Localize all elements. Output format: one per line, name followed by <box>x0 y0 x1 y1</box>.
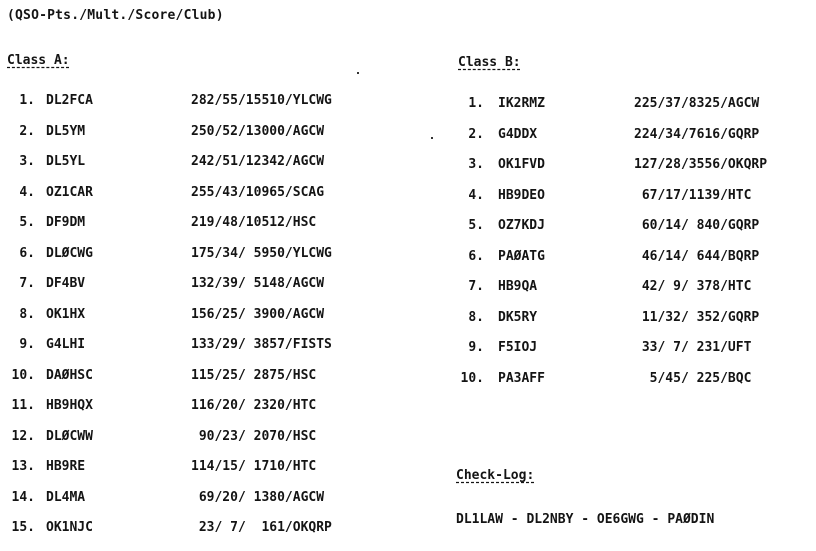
result-score: 242/51/12342/AGCW <box>191 154 325 169</box>
result-score: 133/29/ 3857/FISTS <box>191 337 332 352</box>
result-rank: 1. <box>468 96 484 111</box>
class-b-heading: Class B: <box>458 55 521 70</box>
result-rank: 2. <box>19 123 35 139</box>
result-rank: 3. <box>19 154 35 169</box>
result-score: 46/14/ 644/BQRP <box>634 248 760 264</box>
result-score: 250/52/13000/AGCW <box>191 123 325 139</box>
result-score: 42/ 9/ 378/HTC <box>634 279 752 294</box>
result-callsign: DL5YM <box>46 123 86 139</box>
result-callsign: DL5YL <box>46 154 86 169</box>
result-callsign: OZ1CAR <box>46 184 93 200</box>
result-score: 225/37/8325/AGCW <box>634 96 760 111</box>
result-rank: 4. <box>19 184 35 200</box>
result-rank: 1. <box>19 93 35 108</box>
result-rank: 8. <box>19 306 35 322</box>
result-callsign: PA3AFF <box>498 370 545 386</box>
result-callsign: HB9HQX <box>46 398 93 413</box>
result-rank: 5. <box>19 215 35 230</box>
result-rank: 6. <box>468 248 484 264</box>
result-score: 156/25/ 3900/AGCW <box>191 306 325 322</box>
result-callsign: DL2FCA <box>46 93 93 108</box>
result-rank: 10. <box>460 370 484 386</box>
result-callsign: OK1NJC <box>46 520 93 535</box>
result-callsign: HB9RE <box>46 459 86 474</box>
result-score: 255/43/10965/SCAG <box>191 184 325 200</box>
result-callsign: G4LHI <box>46 337 86 352</box>
result-callsign: G4DDX <box>498 126 538 142</box>
result-score: 33/ 7/ 231/UFT <box>634 340 752 355</box>
result-callsign: DAØHSC <box>46 367 93 383</box>
result-rank: 9. <box>19 337 35 352</box>
result-callsign: DF4BV <box>46 276 86 291</box>
results-header: (QSO-Pts./Mult./Score/Club) <box>7 8 224 23</box>
result-rank: 14. <box>11 489 35 505</box>
result-rank: 7. <box>19 276 35 291</box>
result-score: 114/15/ 1710/HTC <box>191 459 317 474</box>
result-rank: 6. <box>19 245 35 261</box>
result-score: 115/25/ 2875/HSC <box>191 367 317 383</box>
result-callsign: DL4MA <box>46 489 86 505</box>
result-rank: 8. <box>468 309 484 325</box>
result-rank: 4. <box>468 187 484 203</box>
result-rank: 13. <box>11 459 35 474</box>
result-callsign: DF9DM <box>46 215 86 230</box>
result-rank: 15. <box>11 520 35 535</box>
result-score: 132/39/ 5148/AGCW <box>191 276 325 291</box>
result-callsign: F5IOJ <box>498 340 538 355</box>
result-callsign: IK2RMZ <box>498 96 545 111</box>
result-score: 60/14/ 840/GQRP <box>634 218 760 233</box>
result-rank: 10. <box>11 367 35 383</box>
result-callsign: HB9QA <box>498 279 538 294</box>
result-score: 67/17/1139/HTC <box>634 187 752 203</box>
result-rank: 9. <box>468 340 484 355</box>
result-score: 224/34/7616/GQRP <box>634 126 760 142</box>
result-rank: 2. <box>468 126 484 142</box>
result-rank: 5. <box>468 218 484 233</box>
result-callsign: DLØCWG <box>46 245 93 261</box>
check-log-calls: DL1LAW - DL2NBY - OE6GWG - PAØDIN <box>456 512 715 527</box>
result-score: 282/55/15510/YLCWG <box>191 93 332 108</box>
result-callsign: DLØCWW <box>46 428 93 444</box>
result-score: 11/32/ 352/GQRP <box>634 309 760 325</box>
scan-speck <box>431 137 433 139</box>
result-rank: 11. <box>11 398 35 413</box>
result-score: 219/48/10512/HSC <box>191 215 317 230</box>
result-score: 127/28/3556/OKQRP <box>634 157 768 172</box>
class-a-heading: Class A: <box>7 53 70 68</box>
result-callsign: HB9DEO <box>498 187 545 203</box>
result-score: 5/45/ 225/BQC <box>634 370 752 386</box>
result-score: 175/34/ 5950/YLCWG <box>191 245 332 261</box>
check-log-heading: Check-Log: <box>456 468 535 483</box>
result-score: 69/20/ 1380/AGCW <box>191 489 325 505</box>
scan-speck <box>357 72 359 74</box>
result-callsign: DK5RY <box>498 309 538 325</box>
result-rank: 12. <box>11 428 35 444</box>
result-callsign: OZ7KDJ <box>498 218 545 233</box>
result-score: 90/23/ 2070/HSC <box>191 428 317 444</box>
result-rank: 7. <box>468 279 484 294</box>
result-score: 23/ 7/ 161/OKQRP <box>191 520 332 535</box>
result-callsign: OK1FVD <box>498 157 545 172</box>
result-rank: 3. <box>468 157 484 172</box>
result-score: 116/20/ 2320/HTC <box>191 398 317 413</box>
result-callsign: OK1HX <box>46 306 86 322</box>
result-callsign: PAØATG <box>498 248 545 264</box>
